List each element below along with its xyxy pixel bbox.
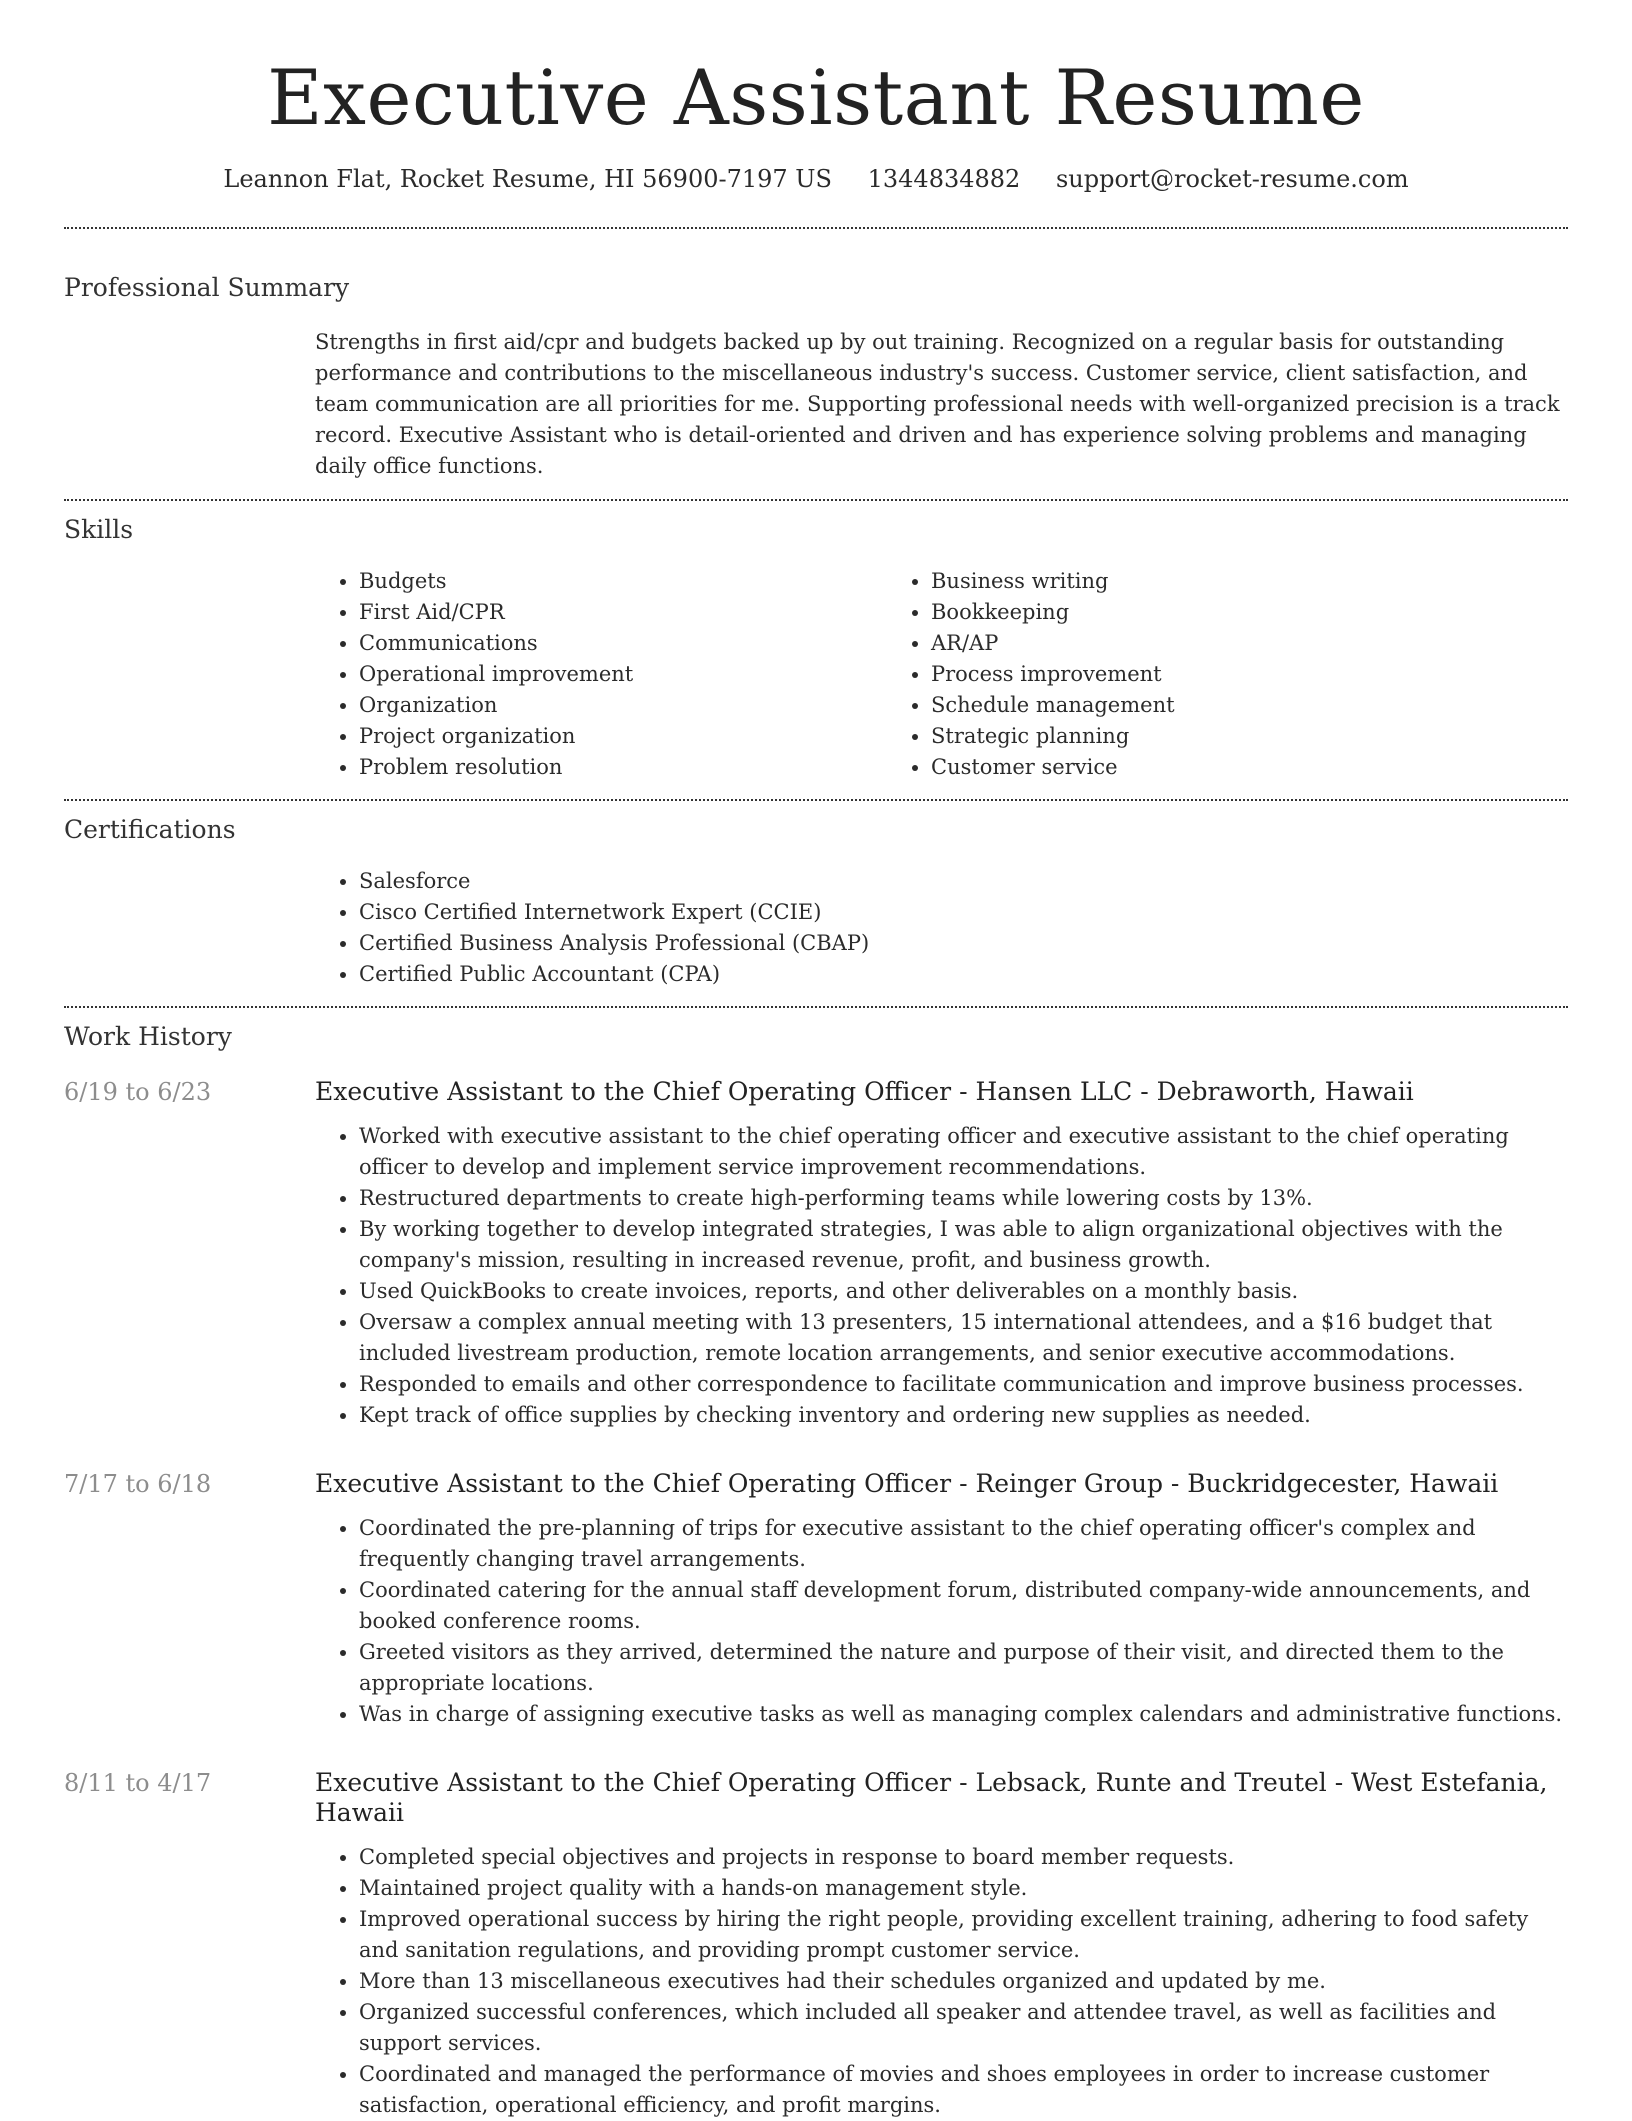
- job-bullets: [315, 1513, 1568, 1730]
- job-bullets: [315, 1121, 1568, 1431]
- job-bullet: • Completed special objectives and projects in response to board member requests.: [359, 1842, 1568, 1873]
- job-entry: [64, 1469, 1568, 1730]
- skill-item: • Bookkeeping: [931, 597, 1459, 628]
- job-bullet: • Oversaw a complex annual meeting with 13 presenters, 15 international attendees, and a $16 budget that included livestream production, remote location arrangements, and senior executive accommodations.: [359, 1307, 1568, 1369]
- divider: [64, 499, 1568, 501]
- skill-item: • Budgets: [359, 566, 887, 597]
- skill-item: • Problem resolution: [359, 752, 887, 783]
- skill-item: • First Aid/CPR: [359, 597, 887, 628]
- skill-item: • Business writing: [931, 566, 1459, 597]
- summary-heading: Professional Summary: [64, 273, 350, 303]
- job-bullets: [315, 1842, 1568, 2121]
- summary-text: Strengths in first aid/cpr and budgets backed up by out training. Recognized on a regular basis for outstanding performance and contributions to the miscellaneous industry's success. Customer service, client satisfaction, and team communication are all priorities for me. Supporting professional needs with well-organized precision is a track record. Executive Assistant who is detail-oriented and driven and has experience solving problems and managing daily office functions.: [315, 330, 1560, 479]
- skill-item: • Project organization: [359, 721, 887, 752]
- certification-item: • Salesforce: [359, 866, 1568, 897]
- job-title: Executive Assistant to the Chief Operating Officer - Hansen LLC - Debraworth, Hawaii: [315, 1077, 1414, 1107]
- job-bullet: • By working together to develop integrated strategies, I was able to align organizational objectives with the company's mission, resulting in increased revenue, profit, and business growth.: [359, 1214, 1568, 1276]
- job-bullet: • Coordinated the pre-planning of trips for executive assistant to the chief operating officer's complex and frequently changing travel arrangements.: [359, 1513, 1568, 1575]
- job-entry: [64, 1077, 1568, 1431]
- job-bullet: • Coordinated catering for the annual staff development forum, distributed company-wide announcements, and booked conference rooms.: [359, 1575, 1568, 1637]
- job-bullet: • Restructured departments to create high-performing teams while lowering costs by 13%.: [359, 1183, 1568, 1214]
- job-bullet: • Worked with executive assistant to the chief operating officer and executive assistant to the chief operating officer to develop and implement service improvement recommendations.: [359, 1121, 1568, 1183]
- skill-item: • Schedule management: [931, 690, 1459, 721]
- job-bullet: • Kept track of office supplies by checking inventory and ordering new supplies as needed.: [359, 1400, 1568, 1431]
- divider: [64, 799, 1568, 801]
- job-bullet: • Organized successful conferences, which included all speaker and attendee travel, as well as facilities and support services.: [359, 1997, 1568, 2059]
- job-bullet: • Maintained project quality with a hands-on management style.: [359, 1873, 1568, 1904]
- divider: [64, 227, 1568, 229]
- certification-item: • Cisco Certified Internetwork Expert (CCIE): [359, 897, 1568, 928]
- certifications-list: [315, 866, 1568, 990]
- certification-item: • Certified Public Accountant (CPA): [359, 959, 1568, 990]
- job-bullet: • Coordinated and managed the performance of movies and shoes employees in order to increase customer satisfaction, operational efficiency, and profit margins.: [359, 2059, 1568, 2121]
- job-bullet: • Greeted visitors as they arrived, determined the nature and purpose of their visit, and directed them to the appropriate locations.: [359, 1637, 1568, 1699]
- job-bullet: • Responded to emails and other correspondence to facilitate communication and improve business processes.: [359, 1369, 1568, 1400]
- skill-item: • AR/AP: [931, 628, 1459, 659]
- contact-phone: 1344834882: [867, 165, 1021, 194]
- certification-item: • Certified Business Analysis Professional (CBAP): [359, 928, 1568, 959]
- skill-item: • Process improvement: [931, 659, 1459, 690]
- job-bullet: • Used QuickBooks to create invoices, reports, and other deliverables on a monthly basis.: [359, 1276, 1568, 1307]
- skills-columns: [315, 566, 1568, 783]
- certifications-body: [315, 866, 1568, 990]
- job-details: [315, 1077, 1568, 1431]
- work-history-heading: Work History: [64, 1022, 232, 1052]
- divider: [64, 1006, 1568, 1008]
- skill-item: • Strategic planning: [931, 721, 1459, 752]
- resume-title: Executive Assistant Resume: [267, 53, 1365, 142]
- job-entry: [64, 1768, 1568, 2121]
- certifications-heading: Certifications: [64, 815, 236, 845]
- job-title: Executive Assistant to the Chief Operating Officer - Lebsack, Runte and Treutel - West Estefania, Hawaii: [315, 1768, 1548, 1828]
- job-dates: 8/11 to 4/17: [64, 1769, 212, 1798]
- skills-heading: Skills: [64, 515, 134, 545]
- summary-section: [64, 273, 1568, 482]
- certifications-section: [64, 815, 1568, 990]
- job-bullet: • More than 13 miscellaneous executives had their schedules organized and updated by me.: [359, 1966, 1568, 1997]
- job-title: Executive Assistant to the Chief Operating Officer - Reinger Group - Buckridgecester, Hawaii: [315, 1469, 1499, 1499]
- job-bullet: • Was in charge of assigning executive tasks as well as managing complex calendars and administrative functions.: [359, 1699, 1568, 1730]
- job-details: [315, 1768, 1568, 2121]
- contact-address: Leannon Flat, Rocket Resume, HI 56900-7197 US: [223, 165, 832, 194]
- contact-email: support@rocket-resume.com: [1055, 165, 1409, 194]
- skills-section: [64, 515, 1568, 783]
- job-bullet: • Improved operational success by hiring the right people, providing excellent training, adhering to food safety and sanitation regulations, and providing prompt customer service.: [359, 1904, 1568, 1966]
- skill-item: • Operational improvement: [359, 659, 887, 690]
- skill-item: • Organization: [359, 690, 887, 721]
- skills-list-right: [887, 566, 1459, 783]
- contact-line: [64, 165, 1568, 193]
- skill-item: • Customer service: [931, 752, 1459, 783]
- job-details: [315, 1469, 1568, 1730]
- skill-item: • Communications: [359, 628, 887, 659]
- job-dates: 6/19 to 6/23: [64, 1078, 212, 1107]
- skills-list-left: [315, 566, 887, 783]
- job-dates: 7/17 to 6/18: [64, 1470, 212, 1499]
- work-history-section: [64, 1022, 1568, 2121]
